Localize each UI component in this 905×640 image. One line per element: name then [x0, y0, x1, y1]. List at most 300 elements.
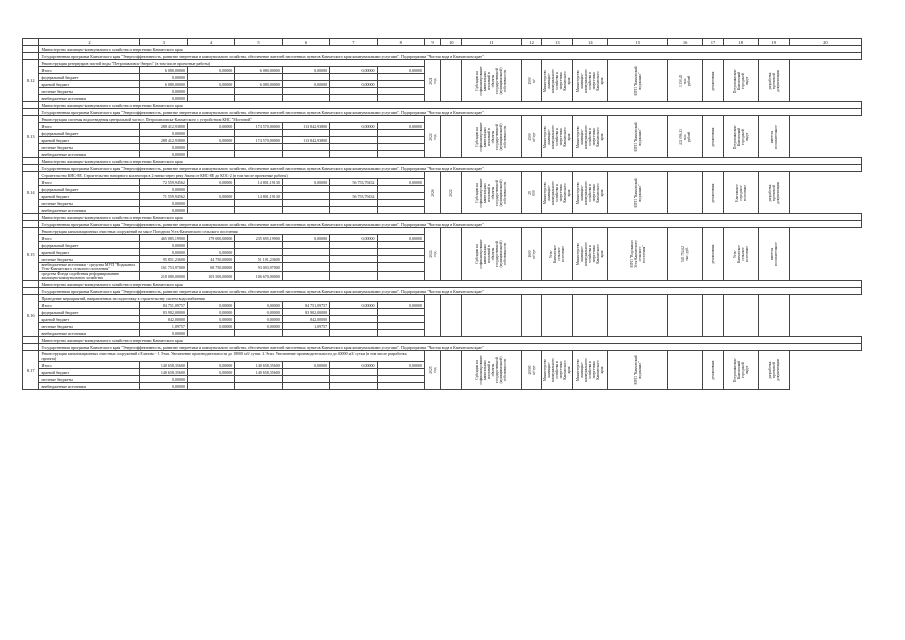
detail-cell	[668, 228, 703, 281]
amount-cell: 179 000,00000	[187, 235, 234, 242]
detail-cell	[758, 351, 789, 390]
amount-cell	[377, 88, 424, 95]
detail-text: Министерство жилищно-коммунального хозяйства и энергетики Камчатского края	[543, 180, 572, 205]
detail-cell	[462, 172, 522, 214]
amount-cell	[330, 323, 377, 330]
detail-cell	[668, 351, 703, 390]
amount-cell: 1,09757	[282, 323, 329, 330]
spacer-cell	[23, 214, 39, 221]
amount-cell: 0,00000	[140, 130, 187, 137]
funding-source: краевой бюджет	[39, 193, 140, 200]
amount-cell: 842,00000	[282, 316, 329, 323]
amount-cell: 842,00000	[140, 316, 187, 323]
amount-cell	[187, 144, 234, 151]
item-number: 8.13	[23, 116, 39, 158]
funding-source: Итого	[39, 123, 140, 130]
amount-cell	[330, 369, 377, 376]
amount-cell	[330, 242, 377, 249]
amount-cell: 0,00000	[282, 362, 329, 369]
amount-cell: 0,00000	[187, 81, 234, 88]
amount-cell: 6 080,00000	[235, 81, 282, 88]
amount-cell: 140 658,35600	[235, 369, 282, 376]
detail-text: Субсидии на софинансирование капитальных вложений в объекты государственной (муниципальной) собственности	[475, 122, 508, 151]
amount-cell: 0,00000	[377, 123, 424, 130]
ministry-label-row	[23, 214, 862, 221]
ministry-label: Министерство жилищно-коммунального хозяйства и энергетики Камчатского края	[39, 337, 862, 344]
amount-cell	[235, 130, 282, 137]
detail-cell	[723, 172, 758, 214]
funding-source: федеральный бюджет	[39, 242, 140, 249]
amount-cell: 0,00000	[330, 81, 377, 88]
amount-cell	[187, 376, 234, 383]
detail-cell	[723, 116, 758, 158]
detail-text: 1500 м³	[527, 76, 536, 85]
amount-cell: 0,00000	[140, 95, 187, 102]
detail-cell	[608, 228, 668, 281]
amount-cell: 95 851,23600	[140, 256, 187, 263]
column-header: 11	[462, 39, 522, 46]
detail-text: Министерство жилищно-коммунального хозяйства и энергетики Камчатского края	[543, 124, 572, 149]
column-header: 19	[758, 39, 789, 46]
amount-cell: 0,00000	[187, 369, 234, 376]
project-row	[23, 172, 862, 179]
amount-cell	[330, 200, 377, 207]
detail-text: Министерство жилищно-коммунального хозяйства и энергетики Камчатского края	[576, 180, 605, 205]
amount-cell	[282, 330, 329, 337]
detail-cell	[462, 116, 522, 158]
funding-source: федеральный бюджет	[39, 130, 140, 137]
detail-text: 40000 м³/сут	[527, 365, 536, 375]
amount-cell	[377, 376, 424, 383]
detail-text: Субсидии на софинансирование капитальных вложений в объекты государственной (муниципальной) собственности	[475, 66, 508, 95]
amount-cell	[187, 130, 234, 137]
amount-cell	[377, 309, 424, 316]
amount-cell: 83 902,00000	[282, 309, 329, 316]
detail-cell	[542, 351, 573, 390]
detail-text: реализована	[710, 71, 715, 90]
amount-cell: 218 080,00000	[140, 272, 187, 281]
detail-cell	[424, 116, 440, 158]
ministry-label-row	[23, 46, 862, 53]
column-header: 7	[330, 39, 377, 46]
amount-cell: 0,00000	[330, 67, 377, 74]
detail-cell	[441, 116, 462, 158]
amount-cell: 72 559,94562	[140, 179, 187, 186]
column-header: 20	[789, 39, 861, 46]
detail-cell	[542, 172, 573, 214]
detail-text: Субсидии на софинансирование капитальных вложений в объекты государственной (муниципальной) собственности	[475, 178, 508, 207]
detail-text: реализована	[710, 127, 715, 146]
detail-cell	[723, 228, 758, 281]
detail-cell	[542, 228, 573, 281]
funding-source: местные бюджеты	[39, 88, 140, 95]
amount-cell: 0,00000	[140, 330, 187, 337]
amount-cell: 0,00000	[282, 67, 329, 74]
spacer-cell	[23, 109, 39, 116]
detail-text: Усть-Камчатское сельское поселение	[549, 245, 566, 263]
ministry-label: Министерство жилищно-коммунального хозяйства и энергетики Камчатского края	[39, 46, 862, 53]
ministry-label: Министерство жилищно-коммунального хозяйства и энергетики Камчатского края	[39, 214, 862, 221]
amount-cell: 140 658,35600	[140, 362, 187, 369]
detail-cell	[573, 351, 608, 390]
funding-source: краевой бюджет	[39, 81, 140, 88]
amount-cell: 0,00000	[140, 242, 187, 249]
column-header: 13	[542, 39, 573, 46]
amount-cell	[377, 249, 424, 256]
detail-cell	[703, 351, 724, 390]
detail-text: Субсидии на софинансирование капитальных вложений в объекты государственной (муниципальной) собственности	[475, 355, 508, 385]
detail-cell	[703, 295, 724, 337]
amount-cell: 1,09757	[140, 323, 187, 330]
column-header: 14	[573, 39, 608, 46]
amount-cell: 0,00000	[187, 302, 234, 309]
amount-cell	[330, 144, 377, 151]
amount-cell: 0,00000	[235, 309, 282, 316]
amount-cell: 465 085,19900	[140, 235, 187, 242]
amount-cell: 0,00000	[187, 179, 234, 186]
detail-text: разработка проектной документации	[767, 181, 780, 204]
amount-cell	[377, 323, 424, 330]
funding-source: местные бюджеты	[39, 376, 140, 383]
amount-cell	[187, 186, 234, 193]
detail-cell	[573, 116, 608, 158]
amount-cell	[235, 88, 282, 95]
amount-cell	[377, 383, 424, 390]
column-header: 16	[668, 39, 703, 46]
detail-cell	[424, 351, 440, 390]
funding-source: Итого	[39, 67, 140, 74]
amount-cell: 6 080,00000	[140, 67, 187, 74]
funding-source: краевой бюджет	[39, 249, 140, 256]
funding-source: Итого	[39, 179, 140, 186]
amount-cell: 0,00000	[140, 74, 187, 81]
amount-cell: 0,00000	[282, 235, 329, 242]
detail-cell	[723, 60, 758, 102]
amount-cell	[282, 263, 329, 272]
amount-cell	[282, 369, 329, 376]
amount-cell	[187, 330, 234, 337]
amount-cell: 0,00000	[140, 151, 187, 158]
detail-cell	[462, 351, 522, 390]
funding-source: средства Фонда содействия реформированию жилищно-коммунального хозяйства	[39, 272, 140, 281]
detail-cell	[608, 116, 668, 158]
funding-source: местные бюджеты	[39, 256, 140, 263]
amount-cell	[235, 95, 282, 102]
amount-cell: 6 080,00000	[235, 67, 282, 74]
detail-text: 2024 год	[428, 250, 437, 258]
investment-table	[22, 38, 862, 390]
program-label: Государственная программа Камчатского края "Энергоэффективность, развитие энергетики и коммунального хозяйства, обеспечение жителей населенных пунктов Камчатского края коммунальными услугами". Подпрограмма "Чистая вода в Камчатском крае"	[39, 53, 862, 60]
spacer-cell	[23, 53, 39, 60]
amount-cell: 0,00000	[377, 362, 424, 369]
amount-cell: 0,00000	[330, 123, 377, 130]
program-label: Государственная программа Камчатского края "Энергоэффективность, развитие энергетики и коммунального хозяйства, обеспечение жителей населенных пунктов Камчатского края коммунальными услугами". Подпрограмма "Чистая вода в Камчатском крае"	[39, 344, 862, 351]
amount-cell	[377, 95, 424, 102]
amount-cell	[330, 137, 377, 144]
amount-cell	[330, 272, 377, 281]
amount-cell	[235, 74, 282, 81]
project-title: Реконструкция канализационных очистных сооружений на мысе Погодном Усть-Камчатского сельского поселения	[39, 228, 424, 235]
funding-source: Итого	[39, 235, 140, 242]
funding-source: федеральный бюджет	[39, 186, 140, 193]
detail-text: 3 350,45 тыс. рублей	[679, 74, 692, 87]
amount-cell: 0,00000	[187, 249, 234, 256]
detail-text: Петропавловск-Камчатский городской округ	[732, 124, 749, 149]
amount-cell: 174 570,00000	[235, 123, 282, 130]
column-header: 4	[187, 39, 234, 46]
amount-cell: 0,00000	[187, 123, 234, 130]
detail-cell	[462, 228, 522, 281]
amount-cell	[330, 330, 377, 337]
project-row	[23, 60, 862, 67]
spacer-cell	[23, 281, 39, 288]
detail-cell	[573, 172, 608, 214]
detail-text: Министерство жилищно-коммунального хозяйства и энергетики Камчатского края	[576, 124, 605, 149]
column-header: 6	[282, 39, 329, 46]
detail-text: Министерство жилищно-коммунального хозяйства и энергетики Камчатского края	[576, 358, 605, 382]
amount-cell	[377, 130, 424, 137]
funding-source: внебюджетные источники	[39, 383, 140, 390]
detail-cell	[521, 60, 542, 102]
amount-cell: 113 842,93800	[282, 137, 329, 144]
funding-source: местные бюджеты	[39, 144, 140, 151]
detail-cell	[723, 295, 758, 337]
amount-cell	[282, 207, 329, 214]
detail-text: 1600 м³/сут	[527, 249, 536, 259]
amount-cell	[330, 74, 377, 81]
detail-text: 2026	[430, 188, 435, 197]
program-label: Государственная программа Камчатского края "Энергоэффективность, развитие энергетики и коммунального хозяйства, обеспечение жителей населенных пунктов Камчатского края коммунальными услугами". Подпрограмма "Чистая вода в Камчатском крае"	[39, 165, 862, 172]
amount-cell	[282, 95, 329, 102]
funding-source: внебюджетные источники	[39, 151, 140, 158]
detail-text: реализована	[710, 360, 715, 380]
column-header: 5	[235, 39, 282, 46]
project-row	[23, 295, 862, 302]
amount-cell: 84 751,09757	[140, 302, 187, 309]
detail-text: 29 000	[527, 189, 536, 196]
project-title: Проведение мероприятий, направленных на подготовку к строительству систем водоснабжения	[39, 295, 424, 302]
amount-cell: 0,00000	[377, 67, 424, 74]
amount-cell	[377, 242, 424, 249]
document-page	[22, 38, 862, 554]
amount-cell: 140 658,35600	[140, 369, 187, 376]
detail-text: Петропавловск-Камчатский городской округ	[732, 357, 749, 383]
amount-cell	[330, 95, 377, 102]
amount-cell	[330, 263, 377, 272]
amount-cell: 0,00000	[235, 323, 282, 330]
amount-cell: 174 570,00000	[235, 137, 282, 144]
amount-cell: 6 080,00000	[140, 81, 187, 88]
item-number: 8.14	[23, 172, 39, 214]
ministry-label-row	[23, 102, 862, 109]
project-row	[23, 116, 862, 123]
spacer-cell	[23, 102, 39, 109]
detail-cell	[462, 60, 522, 102]
item-number: 8.12	[23, 60, 39, 102]
amount-cell	[235, 144, 282, 151]
program-label: Государственная программа Камчатского края "Энергоэффективность, развитие энергетики и коммунального хозяйства, обеспечение жителей населенных пунктов Камчатского края коммунальными услугами". Подпрограмма "Чистая вода в Камчатском крае"	[39, 109, 862, 116]
amount-cell	[282, 151, 329, 158]
project-row	[23, 228, 862, 235]
amount-cell	[282, 376, 329, 383]
spacer-cell	[23, 337, 39, 344]
ministry-label-row	[23, 337, 862, 344]
amount-cell: 288 412,93800	[140, 137, 187, 144]
program-label: Государственная программа Камчатского края "Энергоэффективность, развитие энергетики и коммунального хозяйства, обеспечение жителей населенных пунктов Камчатского края коммунальными услугами". Подпрограмма "Чистая вода в Камчатском крае"	[39, 221, 862, 228]
detail-text: имеется положительное	[769, 242, 778, 266]
funding-source: местные бюджеты	[39, 323, 140, 330]
amount-cell	[330, 309, 377, 316]
detail-text: разработка проектной документации	[767, 359, 780, 381]
amount-cell: 0,00000	[282, 81, 329, 88]
detail-cell	[424, 172, 440, 214]
amount-cell	[377, 186, 424, 193]
amount-cell: 0,00000	[330, 362, 377, 369]
amount-cell: 71 559,94562	[140, 193, 187, 200]
amount-cell: 0,00000	[377, 302, 424, 309]
project-title: Строительство КНС-8Е. Строительство напорного коллектора в 2 нитки через реку Авача от КНС-8Е до КОС-2 (в том числе проектные работы)	[39, 172, 424, 179]
detail-text: 2025 год	[428, 366, 437, 374]
amount-cell	[187, 95, 234, 102]
amount-cell: 0,00000	[140, 249, 187, 256]
amount-cell: 235 695,19900	[235, 235, 282, 242]
detail-cell	[462, 295, 522, 337]
detail-cell	[668, 60, 703, 102]
detail-cell	[608, 172, 668, 214]
amount-cell	[282, 144, 329, 151]
detail-text: Елизовское городское поселение	[734, 183, 747, 202]
program-label-row	[23, 221, 862, 228]
item-number: 8.15	[23, 228, 39, 281]
detail-cell	[758, 228, 789, 281]
column-header-row	[23, 39, 862, 46]
funding-source: местные бюджеты	[39, 200, 140, 207]
amount-cell: 0,00000	[187, 309, 234, 316]
detail-text: 2022	[449, 188, 454, 197]
detail-cell	[758, 295, 789, 337]
amount-cell: 0,00000	[187, 362, 234, 369]
detail-cell	[542, 60, 573, 102]
amount-cell	[187, 88, 234, 95]
amount-cell	[235, 186, 282, 193]
detail-cell	[573, 228, 608, 281]
detail-cell	[441, 228, 462, 281]
amount-cell: 0,00000	[187, 193, 234, 200]
amount-cell	[282, 200, 329, 207]
funding-source: федеральный бюджет	[39, 74, 140, 81]
detail-cell	[608, 60, 668, 102]
column-header-empty	[23, 39, 39, 46]
funding-source: краевой бюджет	[39, 137, 140, 144]
detail-text: разработка проектной документации	[767, 69, 780, 92]
detail-text: МУП "Водоканал Усть-Камчатского сельского поселения"	[629, 240, 646, 268]
ministry-label: Министерство жилищно-коммунального хозяйства и энергетики Камчатского края	[39, 102, 862, 109]
detail-text: Министерство жилищно-коммунального хозяйства и энергетики Камчатского края	[543, 68, 572, 93]
project-title: Реконструкция канализационных очистных сооружений г.Елизово - 1 Этап. Увеличение производительности до 18000 м3/ сутки. 2 Этап. Увеличение производительности до 40000 м3/ сутки (в том числе разработка проекта)	[39, 351, 424, 362]
amount-cell: 0,00000	[282, 179, 329, 186]
detail-cell	[424, 295, 440, 337]
detail-text: Петропавловск-Камчатский городской округ	[732, 68, 749, 93]
amount-cell: 0,00000	[140, 88, 187, 95]
column-header: 3	[140, 39, 187, 46]
project-title: Реконструкция системы водоотведения центральной части г. Петропавловска-Камчатского с устройством КНС "Мостовой"	[39, 116, 424, 123]
amount-cell	[330, 256, 377, 263]
amount-cell	[377, 137, 424, 144]
amount-cell: 0,00000	[330, 302, 377, 309]
amount-cell: 0,00000	[140, 383, 187, 390]
amount-cell: 14 801,19130	[235, 179, 282, 186]
amount-cell: 288 412,93800	[140, 123, 187, 130]
amount-cell: 44 750,00000	[187, 256, 234, 263]
detail-cell	[703, 116, 724, 158]
amount-cell	[235, 200, 282, 207]
spacer-cell	[23, 221, 39, 228]
project-title: Реконструкция резервуаров чистой воды "Петропавловск-Энерго" (в том числе проектные работы)	[39, 60, 424, 67]
amount-cell: 113 842,93800	[282, 123, 329, 130]
funding-source: внебюджетные источники	[39, 95, 140, 102]
spacer-cell	[23, 288, 39, 295]
ministry-label: Министерство жилищно-коммунального хозяйства и энергетики Камчатского края	[39, 158, 862, 165]
funding-source: краевой бюджет	[39, 369, 140, 376]
amount-cell	[282, 383, 329, 390]
detail-cell	[758, 60, 789, 102]
detail-cell	[608, 351, 668, 390]
amount-cell	[187, 242, 234, 249]
detail-text: 432 096,13 тыс. рублей	[679, 128, 692, 145]
amount-cell	[330, 151, 377, 158]
amount-cell	[330, 376, 377, 383]
amount-cell: 0,00000	[187, 67, 234, 74]
detail-text: МУП "Камчатский водоканал"	[633, 65, 642, 96]
ministry-label: Министерство жилищно-коммунального хозяйства и энергетики Камчатского края	[39, 281, 862, 288]
column-header: 9	[424, 39, 440, 46]
detail-text: Министерство жилищно-коммунального хозяйства и энергетики Камчатского края	[576, 68, 605, 93]
amount-cell	[235, 242, 282, 249]
spacer-cell	[23, 46, 39, 53]
amount-cell	[377, 369, 424, 376]
detail-cell	[542, 295, 573, 337]
detail-cell	[668, 295, 703, 337]
detail-cell	[573, 295, 608, 337]
ministry-label-row	[23, 158, 862, 165]
amount-cell	[282, 74, 329, 81]
amount-cell	[235, 207, 282, 214]
spacer-cell	[23, 344, 39, 351]
amount-cell	[330, 186, 377, 193]
detail-text: имеется положительное	[769, 124, 778, 149]
amount-cell	[377, 272, 424, 281]
amount-cell	[282, 256, 329, 263]
amount-cell: 161 753,97000	[140, 263, 187, 272]
funding-source: федеральный бюджет	[39, 309, 140, 316]
detail-text: МУП "Камчатский водоканал"	[633, 121, 642, 152]
detail-cell	[758, 116, 789, 158]
funding-source: краевой бюджет	[39, 316, 140, 323]
detail-cell	[608, 295, 668, 337]
amount-cell: 84 751,09757	[282, 302, 329, 309]
program-label: Государственная программа Камчатского края "Энергоэффективность, развитие энергетики и коммунального хозяйства, обеспечение жителей населенных пунктов Камчатского края коммунальными услугами". Подпрограмма "Чистая вода в Камчатском крае"	[39, 288, 862, 295]
detail-text: реализована	[710, 183, 715, 202]
amount-cell: 56 753,79432	[330, 193, 377, 200]
detail-cell	[573, 60, 608, 102]
amount-cell	[377, 144, 424, 151]
detail-text: Субсидии на софинансирование капитальных вложений в объекты государственной (муниципальной) собственности	[475, 239, 508, 269]
item-number: 8.16	[23, 295, 39, 337]
amount-cell: 68 750,00000	[187, 263, 234, 272]
detail-cell	[441, 295, 462, 337]
detail-cell	[521, 295, 542, 337]
detail-cell	[703, 60, 724, 102]
